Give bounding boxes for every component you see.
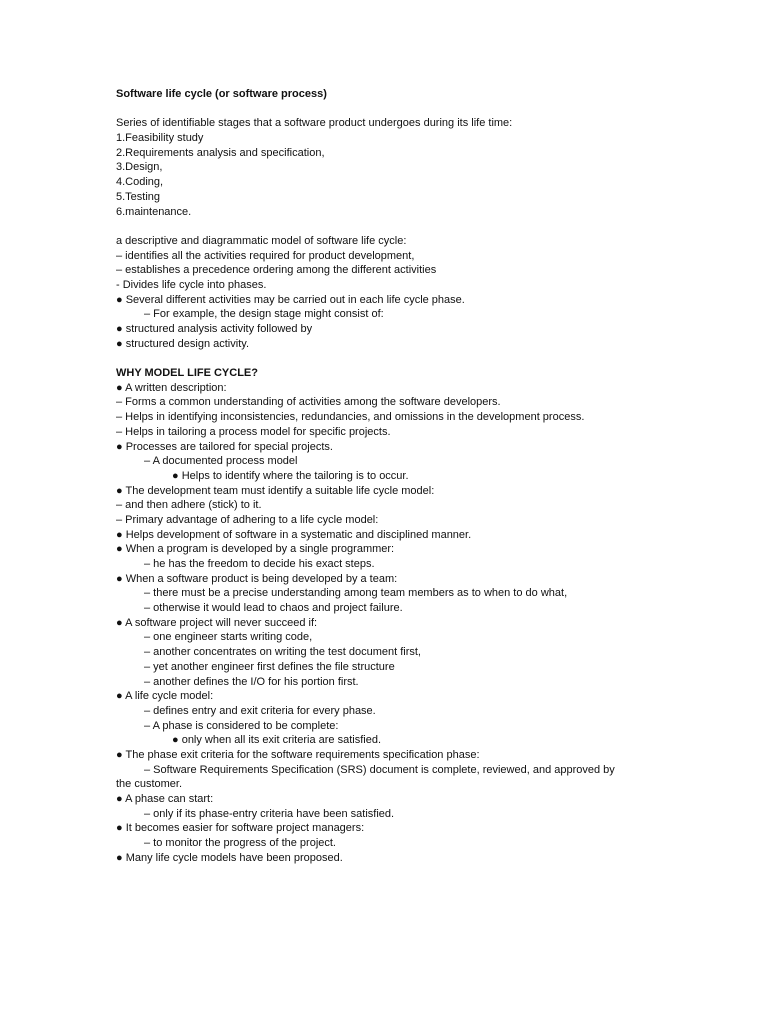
why-line: – otherwise it would lead to chaos and project failure. (144, 602, 403, 615)
why-line: – Primary advantage of adhering to a life cycle model: (116, 513, 379, 526)
why-line: ● When a software product is being developed by a team: (116, 572, 398, 585)
why-line: ● The development team must identify a suitable life cycle model: (116, 484, 435, 497)
why-line: ● Helps to identify where the tailoring is to occur. (172, 469, 409, 482)
why-line: ● Processes are tailored for special projects. (116, 440, 333, 453)
why-line: ● A phase can start: (116, 793, 214, 805)
document-title: Software life cycle (or software process) (116, 88, 327, 100)
why-line: – A phase is considered to be complete: (144, 719, 339, 732)
spacer (116, 102, 656, 117)
why-line: – Helps in identifying inconsistencies, redundancies, and omissions in the development process. (116, 411, 585, 424)
why-line: ● A life cycle model: (116, 690, 214, 703)
why-line: – A documented process model (144, 455, 298, 468)
model-line: – For example, the design stage might consist of: (144, 308, 384, 321)
spacer (116, 351, 656, 366)
intro-text: Series of identifiable stages that a software product undergoes during its life time: (116, 117, 513, 130)
why-line: – to monitor the progress of the project. (144, 837, 336, 850)
stage-item: 5.Testing (116, 190, 161, 203)
stage-item: 1.Feasibility study (116, 132, 204, 145)
model-line: – establishes a precedence ordering among the different activities (116, 264, 437, 277)
model-line: ● structured analysis activity followed by (116, 323, 313, 335)
why-line: – another concentrates on writing the test document first, (144, 646, 421, 659)
stage-item: 6.maintenance. (116, 205, 192, 218)
document-body (116, 87, 656, 865)
why-line: the customer. (116, 778, 183, 791)
why-line: – only if its phase-entry criteria have been satisfied. (144, 807, 395, 820)
why-heading: WHY MODEL LIFE CYCLE? (116, 367, 258, 380)
why-line: ● only when all its exit criteria are satisfied. (172, 734, 382, 747)
why-line: ● A software project will never succeed if: (116, 616, 318, 629)
why-line: ● It becomes easier for software project managers: (116, 822, 365, 835)
spacer (116, 219, 656, 234)
model-line: – identifies all the activities required for product development, (116, 249, 415, 262)
why-line: ● A written description: (116, 381, 227, 394)
stage-item: 4.Coding, (116, 176, 164, 189)
stage-item: 3.Design, (116, 161, 163, 174)
model-line: ● structured design activity. (116, 337, 249, 350)
model-line: a descriptive and diagrammatic model of software life cycle: (116, 234, 407, 247)
why-line: – one engineer starts writing code, (144, 631, 313, 644)
why-line: – Helps in tailoring a process model for specific projects. (116, 425, 391, 438)
why-line: – there must be a precise understanding among team members as to when to do what, (144, 587, 568, 600)
why-line: – another defines the I/O for his portion first. (144, 675, 359, 688)
why-line: ● The phase exit criteria for the software requirements specification phase: (116, 748, 480, 761)
why-line: ● Many life cycle models have been proposed. (116, 851, 343, 864)
why-line: – Forms a common understanding of activities among the software developers. (116, 396, 501, 409)
model-line: - Divides life cycle into phases. (116, 278, 267, 291)
why-line: – yet another engineer first defines the file structure (144, 660, 395, 673)
why-line: ● When a program is developed by a single programmer: (116, 543, 395, 556)
why-line: – he has the freedom to decide his exact steps. (144, 558, 375, 570)
why-line: – defines entry and exit criteria for every phase. (144, 704, 376, 717)
stage-item: 2.Requirements analysis and specification, (116, 146, 325, 159)
why-line: ● Helps development of software in a systematic and disciplined manner. (116, 528, 472, 541)
why-line: – and then adhere (stick) to it. (116, 499, 262, 512)
model-line: ● Several different activities may be carried out in each life cycle phase. (116, 293, 465, 306)
why-line: – Software Requirements Specification (SRS) document is complete, reviewed, and approved by (144, 763, 615, 776)
